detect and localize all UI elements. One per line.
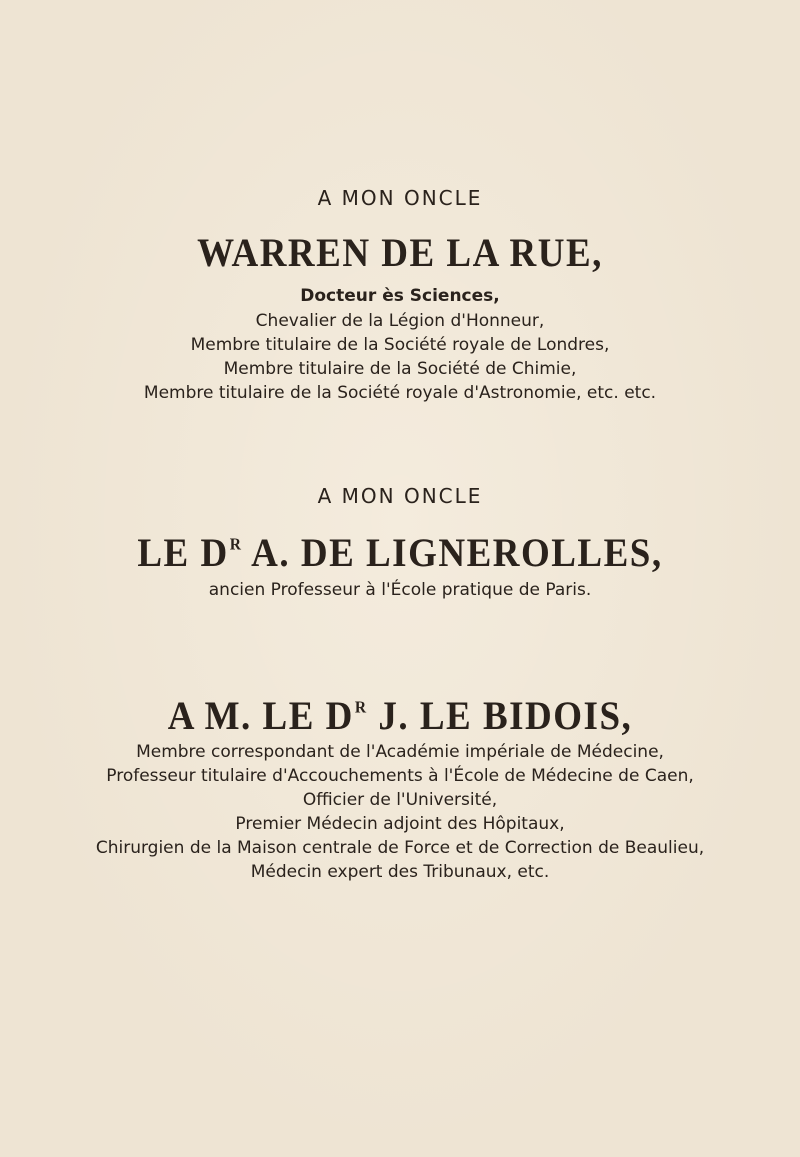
dedication-1-heading: A MON ONCLE xyxy=(317,186,483,210)
dedication-1-title-3: Membre titulaire de la Société royale de Londres, xyxy=(190,335,610,355)
dedication-2-name-prefix: LE D xyxy=(137,531,229,576)
dedication-2-name-sup: R xyxy=(229,535,243,555)
dedication-3-title-3: Officier de l'Université, xyxy=(302,790,498,810)
dedication-1-title-1: Docteur ès Sciences, xyxy=(300,286,500,306)
dedication-1-name: WARREN DE LA RUE, xyxy=(197,231,603,276)
dedication-2-name-rest: A. DE LIGNEROLLES, xyxy=(242,531,663,576)
dedication-2-heading: A MON ONCLE xyxy=(317,484,483,508)
dedication-2-name xyxy=(0,530,800,576)
dedication-1-title-2: Chevalier de la Légion d'Honneur, xyxy=(255,311,545,331)
dedication-1-title-5: Membre titulaire de la Société royale d'Astronomie, etc. etc. xyxy=(143,383,657,403)
dedication-3-title-2: Professeur titulaire d'Accouchements à l'École de Médecine de Caen, xyxy=(106,766,694,786)
dedication-3-title-1: Membre correspondant de l'Académie impériale de Médecine, xyxy=(136,742,664,762)
dedication-3-title-6: Médecin expert des Tribunaux, etc. xyxy=(250,862,550,882)
dedication-2-subtitle: ancien Professeur à l'École pratique de Paris. xyxy=(208,580,592,600)
dedication-3-title-5: Chirurgien de la Maison centrale de Force et de Correction de Beaulieu, xyxy=(95,838,705,858)
dedication-3-name-sup: R xyxy=(354,698,368,718)
dedication-3-name xyxy=(0,693,800,739)
dedication-1-title-4: Membre titulaire de la Société de Chimie, xyxy=(223,359,577,379)
dedication-3-name-rest: J. LE BIDOIS, xyxy=(367,694,633,739)
dedication-3-name-prefix: A M. LE D xyxy=(167,694,354,739)
dedication-3-title-4: Premier Médecin adjoint des Hôpitaux, xyxy=(235,814,565,834)
